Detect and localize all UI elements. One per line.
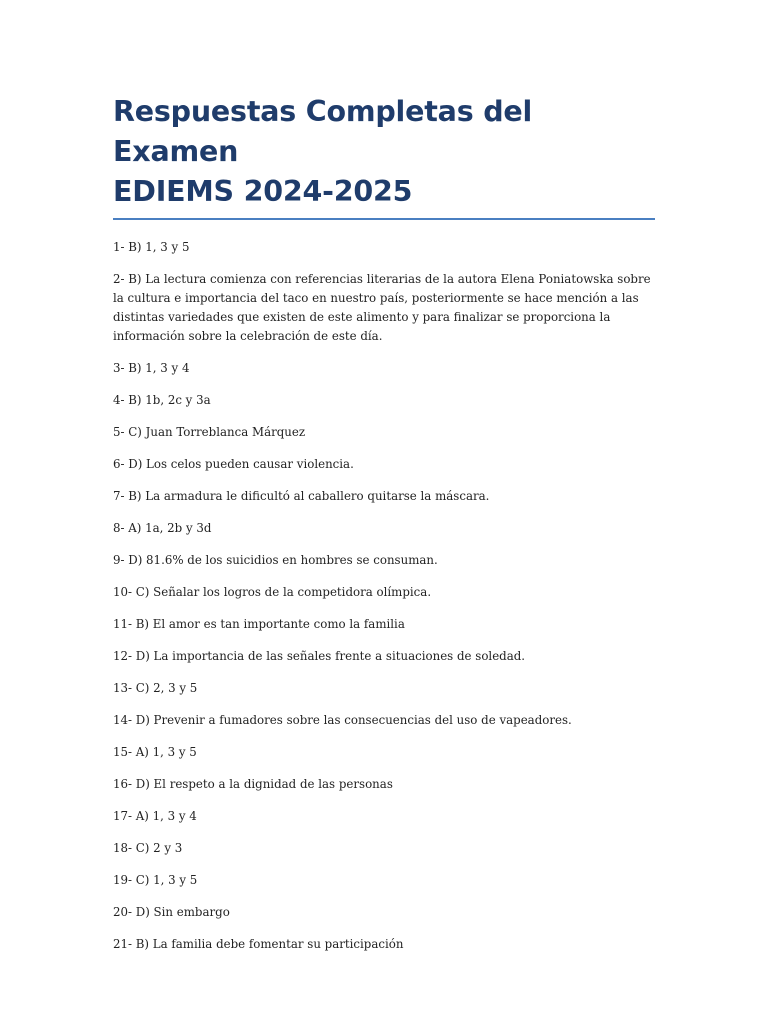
answer-item: 20- D) Sin embargo xyxy=(113,905,230,919)
answer-item: 12- D) La importancia de las señales frente a situaciones de soledad. xyxy=(113,649,526,663)
answer-item: 4- B) 1b, 2c y 3a xyxy=(113,393,211,407)
document-page xyxy=(113,92,655,967)
answer-item: 2- B) La lectura comienza con referencias literarias de la autora Elena Poniatowska sobre la cultura e importancia del taco en nuestro país, posteriormente se hace mención a las distintas variedades que existen de este alimento y para finalizar se proporciona la información sobre la celebración de este día. xyxy=(113,272,651,343)
document-title xyxy=(113,92,655,218)
answer-item: 1- B) 1, 3 y 5 xyxy=(113,240,190,254)
answer-item: 7- B) La armadura le dificultó al caballero quitarse la máscara. xyxy=(113,489,490,503)
answer-item: 14- D) Prevenir a fumadores sobre las consecuencias del uso de vapeadores. xyxy=(113,713,572,727)
answer-item: 18- C) 2 y 3 xyxy=(113,841,183,855)
answer-item: 8- A) 1a, 2b y 3d xyxy=(113,521,212,535)
answer-item: 17- A) 1, 3 y 4 xyxy=(113,809,197,823)
answer-item: 10- C) Señalar los logros de la competidora olímpica. xyxy=(113,585,432,599)
answer-item: 11- B) El amor es tan importante como la familia xyxy=(113,617,405,631)
answer-list xyxy=(113,238,655,954)
answer-item: 19- C) 1, 3 y 5 xyxy=(113,873,198,887)
answer-item: 21- B) La familia debe fomentar su participación xyxy=(113,937,404,951)
title-underline xyxy=(113,218,655,220)
answer-item: 16- D) El respeto a la dignidad de las personas xyxy=(113,777,393,791)
document-title-line1: Respuestas Completas del Examen xyxy=(113,95,533,168)
answer-item: 5- C) Juan Torreblanca Márquez xyxy=(113,425,306,439)
answer-item: 9- D) 81.6% de los suicidios en hombres se consuman. xyxy=(113,553,438,567)
answer-item: 6- D) Los celos pueden causar violencia. xyxy=(113,457,354,471)
document-title-line2: EDIEMS 2024-2025 xyxy=(113,175,413,208)
answer-item: 13- C) 2, 3 y 5 xyxy=(113,681,198,695)
answer-item: 15- A) 1, 3 y 5 xyxy=(113,745,197,759)
answer-item: 3- B) 1, 3 y 4 xyxy=(113,361,190,375)
